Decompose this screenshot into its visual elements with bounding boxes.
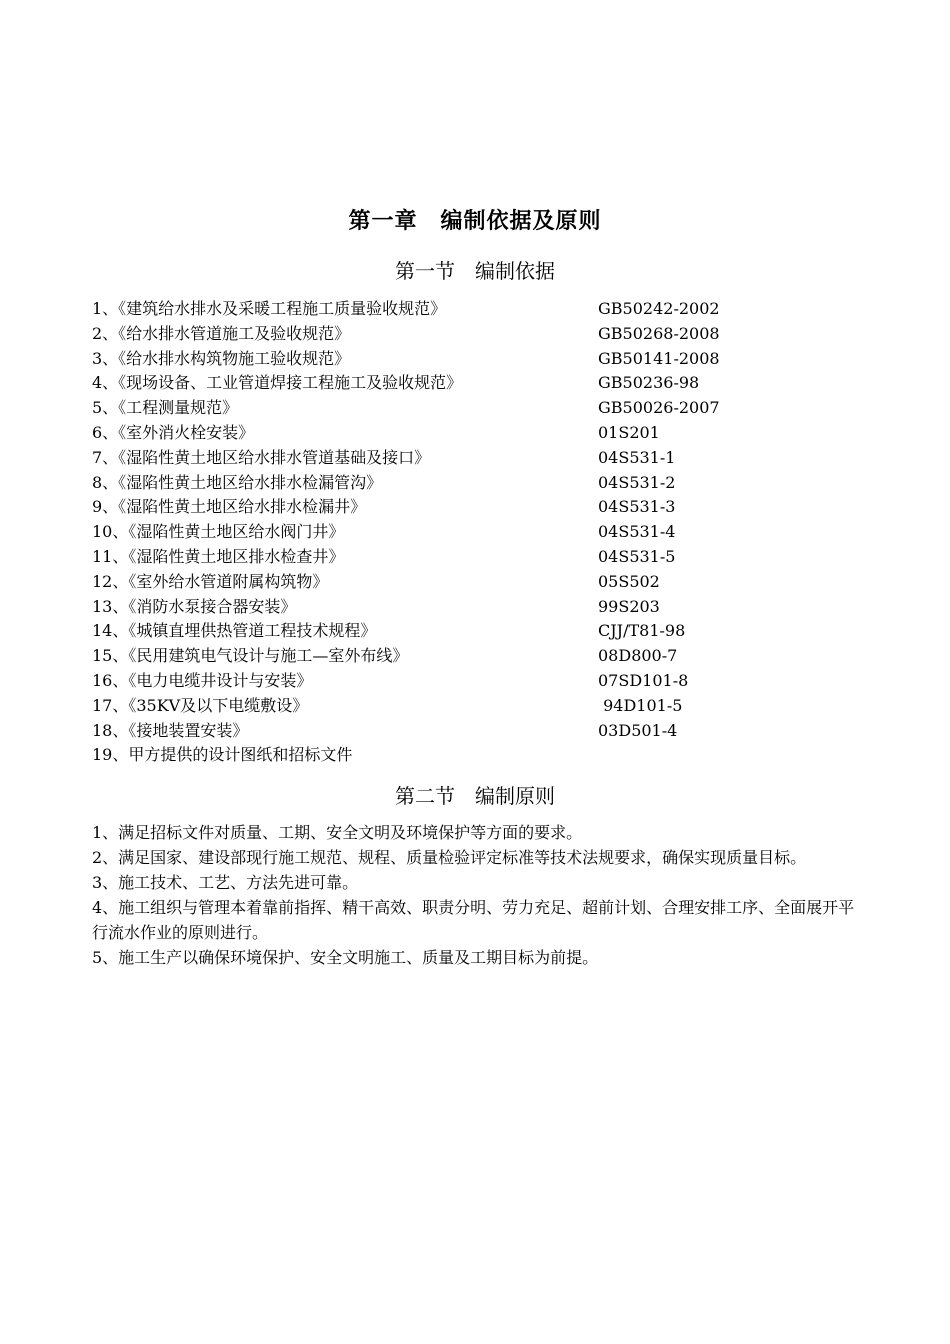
basis-item-name: 10、《湿陷性黄土地区给水阀门井》 — [92, 522, 345, 542]
basis-item-code: 94D101-5 — [598, 695, 683, 715]
list-item — [92, 743, 872, 768]
list-item — [92, 669, 872, 694]
basis-item-name: 13、《消防水泵接合器安装》 — [92, 596, 297, 616]
list-item: 1、满足招标文件对质量、工期、安全文明及环境保护等方面的要求。 — [92, 823, 583, 842]
list-item — [92, 471, 872, 496]
list-item — [92, 347, 872, 372]
basis-item-name: 1、《建筑给水排水及采暖工程施工质量验收规范》 — [92, 299, 447, 318]
basis-item-name: 4、《现场设备、工业管道焊接工程施工及验收规范》 — [92, 373, 463, 393]
basis-item-name: 14、《城镇直埋供热管道工程技术规程》 — [92, 621, 377, 641]
basis-item-code: 04S531-5 — [598, 546, 676, 566]
basis-item-name: 5、《工程测量规范》 — [92, 398, 239, 418]
basis-list — [92, 297, 872, 768]
section-title-basis: 第一节 编制依据 — [395, 259, 555, 283]
basis-item-name: 16、《电力电缆井设计与安装》 — [92, 670, 313, 690]
principles-list — [92, 820, 864, 970]
list-item: 5、施工生产以确保环境保护、安全文明施工、质量及工期目标为前提。 — [92, 948, 599, 967]
basis-item-code: 03D501-4 — [598, 720, 678, 740]
basis-item-code: 08D800-7 — [598, 646, 678, 666]
basis-item-name: 19、甲方提供的设计图纸和招标文件 — [92, 745, 353, 765]
basis-item-code: 04S531-2 — [598, 472, 676, 492]
basis-item-name: 12、《室外给水管道附属构筑物》 — [92, 571, 329, 591]
list-item: 2、满足国家、建设部现行施工规范、规程、质量检验评定标准等技术法规要求，确保实现质量目标。 — [92, 848, 807, 867]
basis-item-code: 04S531-1 — [598, 447, 676, 467]
list-item — [92, 396, 872, 421]
list-item — [92, 421, 872, 446]
list-item — [92, 595, 872, 620]
basis-item-code: 99S203 — [598, 596, 660, 616]
basis-item-name: 18、《接地装置安装》 — [92, 720, 249, 740]
basis-item-code: GB50026-2007 — [598, 398, 720, 418]
basis-item-name: 15、《民用建筑电气设计与施工—室外布线》 — [92, 646, 409, 666]
basis-item-code: GB50141-2008 — [598, 348, 720, 368]
basis-item-name: 3、《给水排水构筑物施工验收规范》 — [92, 348, 351, 368]
list-item — [92, 297, 872, 322]
list-item: 4、施工组织与管理本着靠前指挥、精干高效、职责分明、劳力充足、超前计划、合理安排工序、全面展开平行流水作业的原则进行。 — [92, 898, 855, 942]
basis-item-code: 01S201 — [598, 422, 660, 442]
basis-item-code: 04S531-4 — [598, 522, 676, 542]
list-item: 3、施工技术、工艺、方法先进可靠。 — [92, 873, 359, 892]
basis-item-code: GB50268-2008 — [598, 323, 720, 343]
basis-item-name: 2、《给水排水管道施工及验收规范》 — [92, 323, 351, 343]
list-item — [92, 322, 872, 347]
list-item — [92, 371, 872, 396]
list-item — [92, 619, 872, 644]
list-item — [92, 446, 872, 471]
list-item — [92, 694, 872, 719]
basis-item-name: 11、《湿陷性黄土地区排水检查井》 — [92, 546, 345, 566]
basis-item-name: 6、《室外消火栓安装》 — [92, 422, 255, 442]
basis-item-code: GB50242-2002 — [598, 299, 720, 318]
basis-item-code: 04S531-3 — [598, 497, 676, 517]
list-item — [92, 545, 872, 570]
list-item — [92, 520, 872, 545]
chapter-title: 第一章 编制依据及原则 — [348, 208, 602, 234]
basis-item-name: 7、《湿陷性黄土地区给水排水管道基础及接口》 — [92, 447, 431, 467]
basis-item-name: 9、《湿陷性黄土地区给水排水检漏井》 — [92, 497, 367, 517]
basis-item-name: 8、《湿陷性黄土地区给水排水检漏管沟》 — [92, 472, 383, 492]
list-item — [92, 570, 872, 595]
basis-item-name: 17、《35KV及以下电缆敷设》 — [92, 695, 309, 715]
basis-item-code: 07SD101-8 — [598, 670, 689, 690]
list-item — [92, 644, 872, 669]
basis-item-code: CJJ/T81-98 — [598, 621, 686, 641]
section-title-principles: 第二节 编制原则 — [395, 784, 555, 808]
list-item — [92, 495, 872, 520]
list-item — [92, 719, 872, 744]
basis-item-code: GB50236-98 — [598, 373, 700, 393]
basis-item-code: 05S502 — [598, 571, 660, 591]
